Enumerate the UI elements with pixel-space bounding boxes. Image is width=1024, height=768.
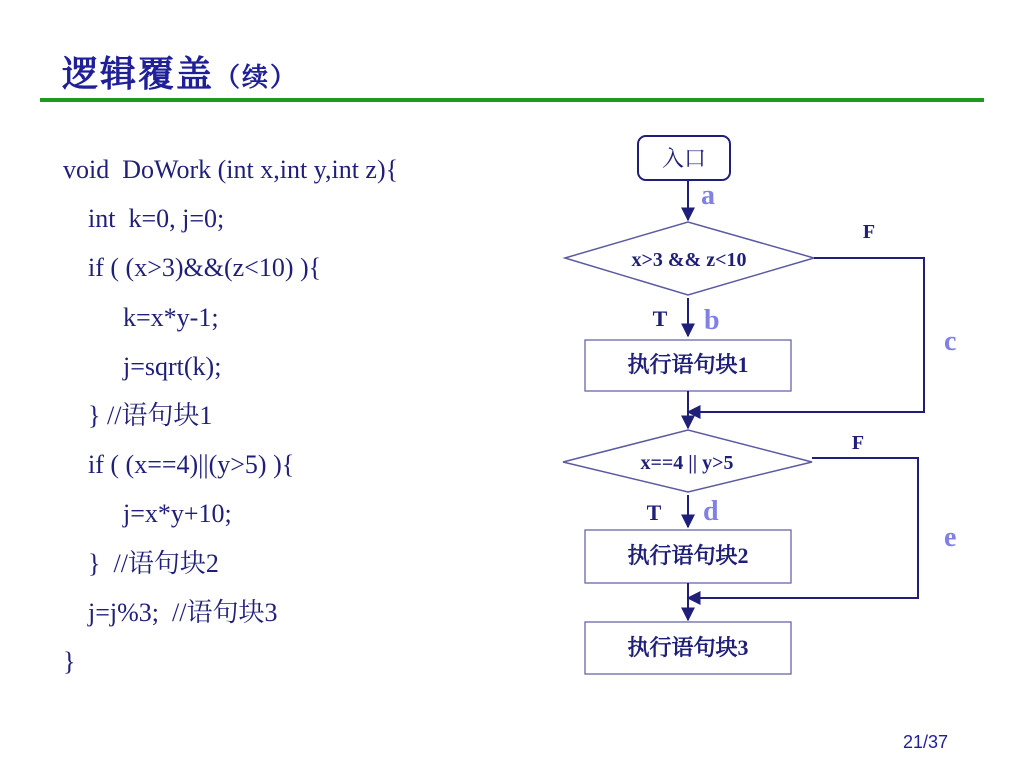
- title-main: 逻辑覆盖: [62, 54, 215, 94]
- code-line: int k=0, j=0;: [88, 204, 225, 234]
- decision1-label: x>3 && z<10: [631, 249, 747, 271]
- decision2-label: x==4 || y>5: [640, 452, 734, 474]
- block1-label: 执行语句块1: [627, 352, 749, 377]
- code-line: }: [63, 646, 76, 676]
- block2-label: 执行语句块2: [627, 543, 749, 568]
- code-line: } //语句块2: [88, 548, 219, 578]
- path-label-d: d: [703, 496, 719, 527]
- code-line: if ( (x==4)||(y>5) ){: [88, 450, 295, 480]
- decision1-false-label: F: [862, 221, 876, 243]
- page-number: 21/37: [903, 732, 949, 752]
- code-line: } //语句块1: [88, 400, 213, 430]
- decision1-true-label: T: [652, 306, 668, 331]
- decision2-true-label: T: [646, 500, 662, 525]
- code-line: k=x*y-1;: [123, 302, 219, 332]
- code-line: if ( (x>3)&&(z<10) ){: [88, 253, 322, 283]
- code-line: j=x*y+10;: [123, 499, 232, 529]
- block3-label: 执行语句块3: [627, 635, 749, 660]
- path-label-c: c: [944, 326, 957, 357]
- path-label-e: e: [944, 522, 957, 553]
- path-label-b: b: [704, 305, 720, 336]
- code-line: void DoWork (int x,int y,int z){: [63, 155, 399, 184]
- code-line: j=sqrt(k);: [123, 351, 222, 381]
- title-suffix: （续）: [214, 63, 299, 92]
- path-label-a: a: [701, 180, 715, 211]
- decision2-false-label: F: [851, 432, 865, 454]
- code-line: j=j%3; //语句块3: [88, 597, 278, 627]
- entry-label: 入口: [661, 146, 707, 171]
